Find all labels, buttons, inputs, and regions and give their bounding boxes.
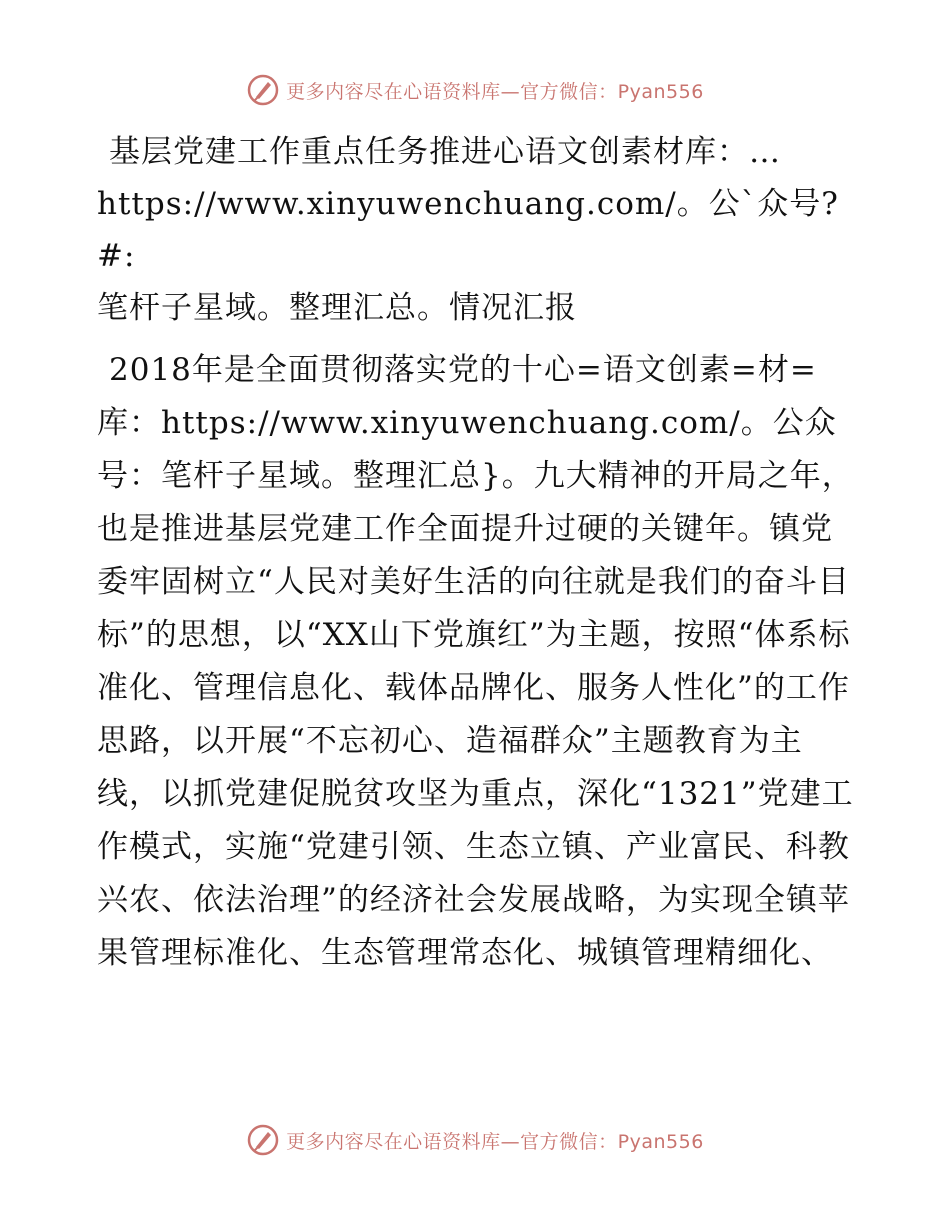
quill-pen-circle-icon (246, 73, 280, 107)
footer-watermark-text: 更多内容尽在心语资料库—官方微信：Pyan556 (286, 1130, 704, 1153)
document-body (97, 126, 857, 980)
header-watermark-text: 更多内容尽在心语资料库—官方微信：Pyan556 (286, 80, 704, 103)
footer-watermark (0, 1120, 950, 1160)
quill-pen-circle-icon (246, 1123, 280, 1157)
document-paragraph: 2018年是全面贯彻落实党的十心=语文创素=材=库：https://www.xinyuwenchuang.com/。公众号：笔杆子星域。整理汇总}。九大精神的开局之年，也是推进基层党建工作全面提升过硬的关键年。镇党委牢固树立“人民对美好生活的向往就是我们的奋斗目标”的思想，以“XX山下党旗红”为主题，按照“体系标准化、管理信息化、载体品牌化、服务人性化”的工作思路，以开展“不忘初心、造福群众”主题教育为主线，以抓党建促脱贫攻坚为重点，深化“1321”党建工作模式，实施“党建引领、生态立镇、产业富民、科教兴农、依法治理”的经济社会发展战略，为实现全镇苹果管理标准化、生态管理常态化、城镇管理精细化、 (97, 352, 854, 971)
document-title: 基层党建工作重点任务推进心语文创素材库：… https://www.xinyuwenchuang.com/。公`众号?#: 笔杆子星域。整理汇总。情况汇报 (97, 134, 839, 326)
header-watermark (0, 70, 950, 110)
